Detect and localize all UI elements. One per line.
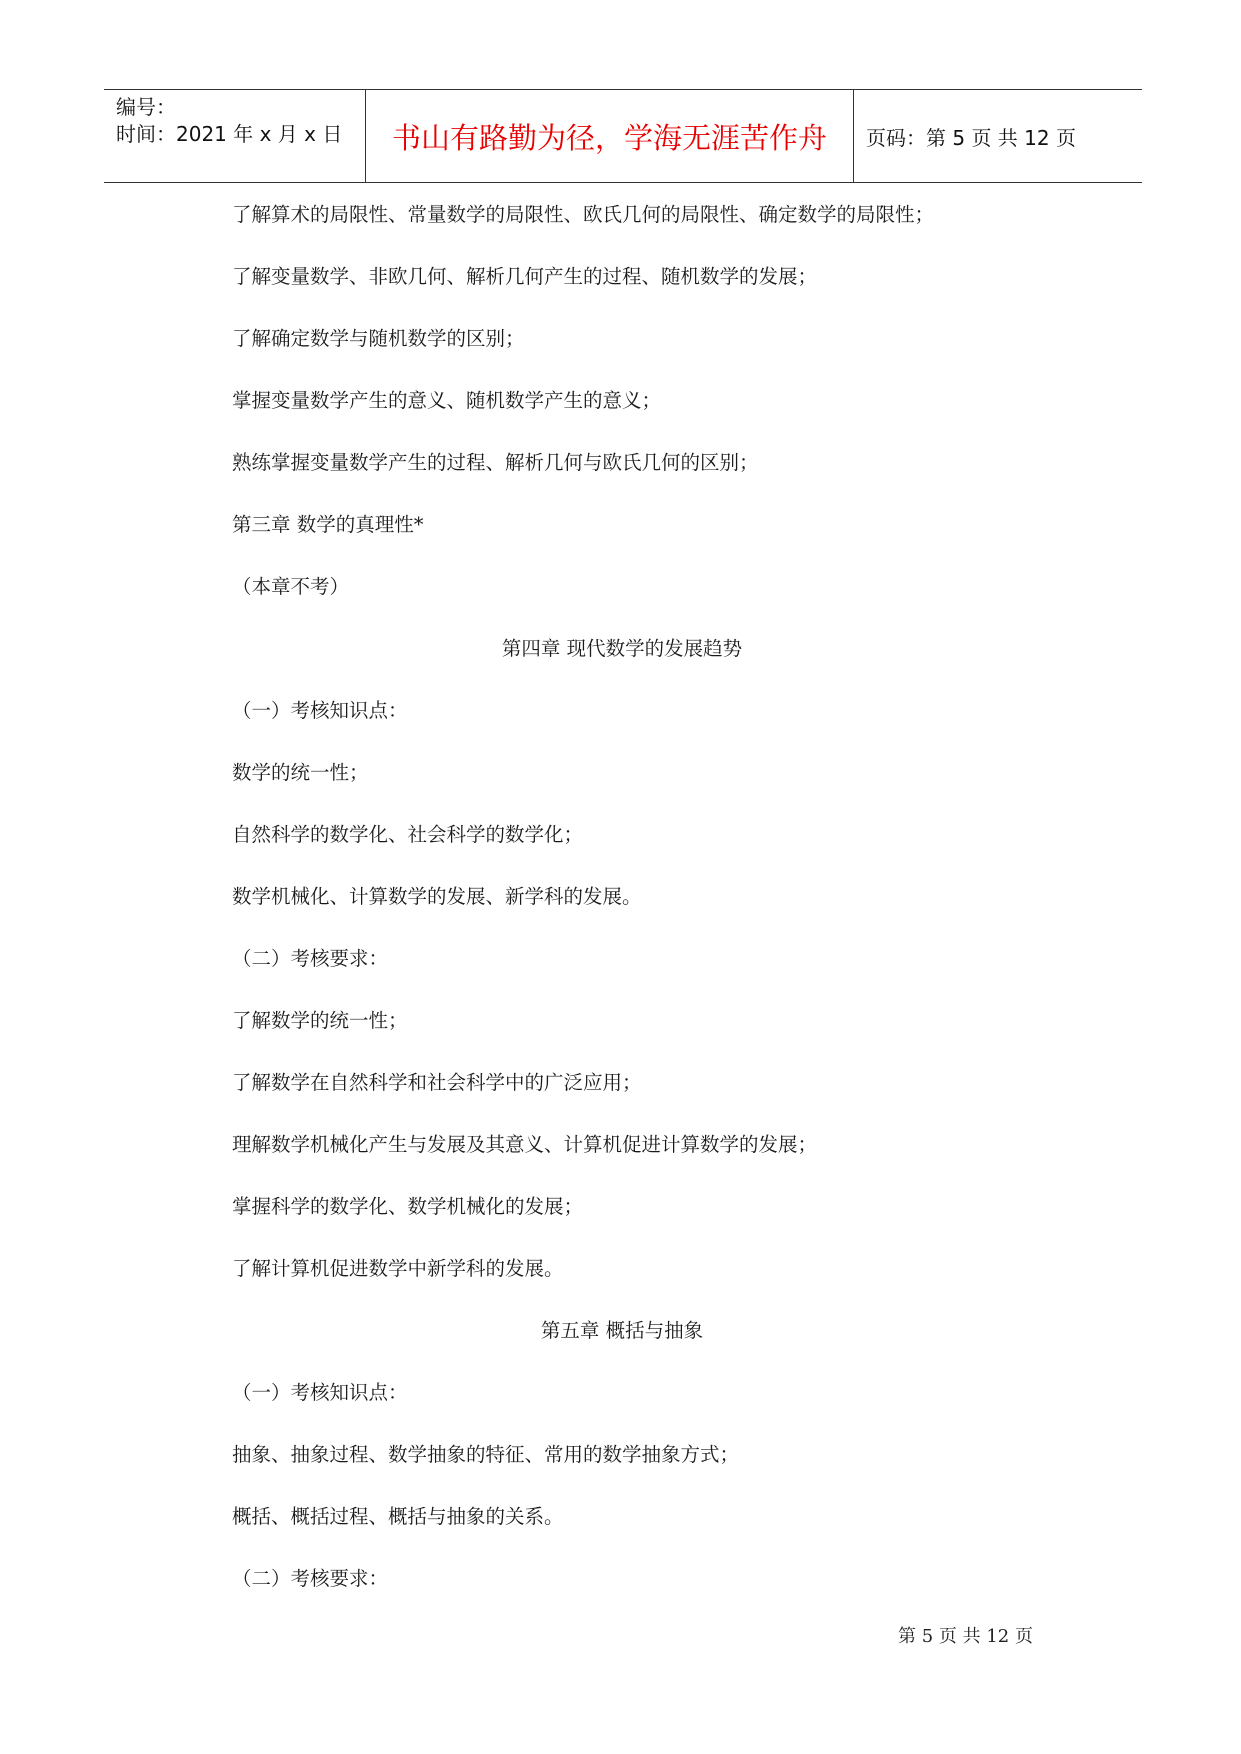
footer-page-number: 第 5 页 共 12 页 [898, 1626, 1033, 1647]
body-line: 掌握变量数学产生的意义、随机数学产生的意义； [232, 389, 662, 412]
section-heading: （一）考核知识点： [232, 1381, 408, 1404]
header-info-cell [104, 90, 366, 182]
page-number-label: 页码：第 5 页 共 12 页 [866, 125, 1076, 150]
page-header [104, 89, 1142, 183]
body-line: 了解计算机促进数学中新学科的发展。 [232, 1257, 564, 1280]
chapter-heading: 第五章 概括与抽象 [540, 1319, 704, 1342]
body-line: 熟练掌握变量数学产生的过程、解析几何与欧氏几何的区别； [232, 451, 759, 474]
body-line: 自然科学的数学化、社会科学的数学化； [232, 823, 584, 846]
section-heading: （二）考核要求： [232, 1567, 389, 1590]
chapter-heading: 第三章 数学的真理性* [232, 513, 424, 536]
chapter-heading: 第四章 现代数学的发展趋势 [501, 637, 743, 660]
body-line: 掌握科学的数学化、数学机械化的发展； [232, 1195, 584, 1218]
motto-text: 书山有路勤为径，学海无涯苦作舟 [391, 120, 827, 155]
body-line: 了解数学的统一性； [232, 1009, 408, 1032]
body-line: 数学的统一性； [232, 761, 369, 784]
body-line: 数学机械化、计算数学的发展、新学科的发展。 [232, 885, 642, 908]
time-label: 时间：2021 年 x 月 x 日 [116, 122, 343, 146]
document-body [232, 200, 1092, 1626]
section-heading: （二）考核要求： [232, 947, 389, 970]
section-heading: （一）考核知识点： [232, 699, 408, 722]
body-line: 概括、概括过程、概括与抽象的关系。 [232, 1505, 564, 1528]
body-line: 了解确定数学与随机数学的区别； [232, 327, 525, 350]
body-line: 了解数学在自然科学和社会科学中的广泛应用； [232, 1071, 642, 1094]
header-page-cell [854, 90, 1142, 182]
page-footer [898, 1622, 1033, 1648]
body-line: 抽象、抽象过程、数学抽象的特征、常用的数学抽象方式； [232, 1443, 740, 1466]
number-label: 编号： [116, 95, 176, 119]
body-line: 了解变量数学、非欧几何、解析几何产生的过程、随机数学的发展； [232, 265, 818, 288]
body-line: 理解数学机械化产生与发展及其意义、计算机促进计算数学的发展； [232, 1133, 818, 1156]
body-line: （本章不考） [232, 575, 350, 598]
header-motto-cell [366, 90, 854, 182]
body-line: 了解算术的局限性、常量数学的局限性、欧氏几何的局限性、确定数学的局限性； [232, 203, 935, 226]
